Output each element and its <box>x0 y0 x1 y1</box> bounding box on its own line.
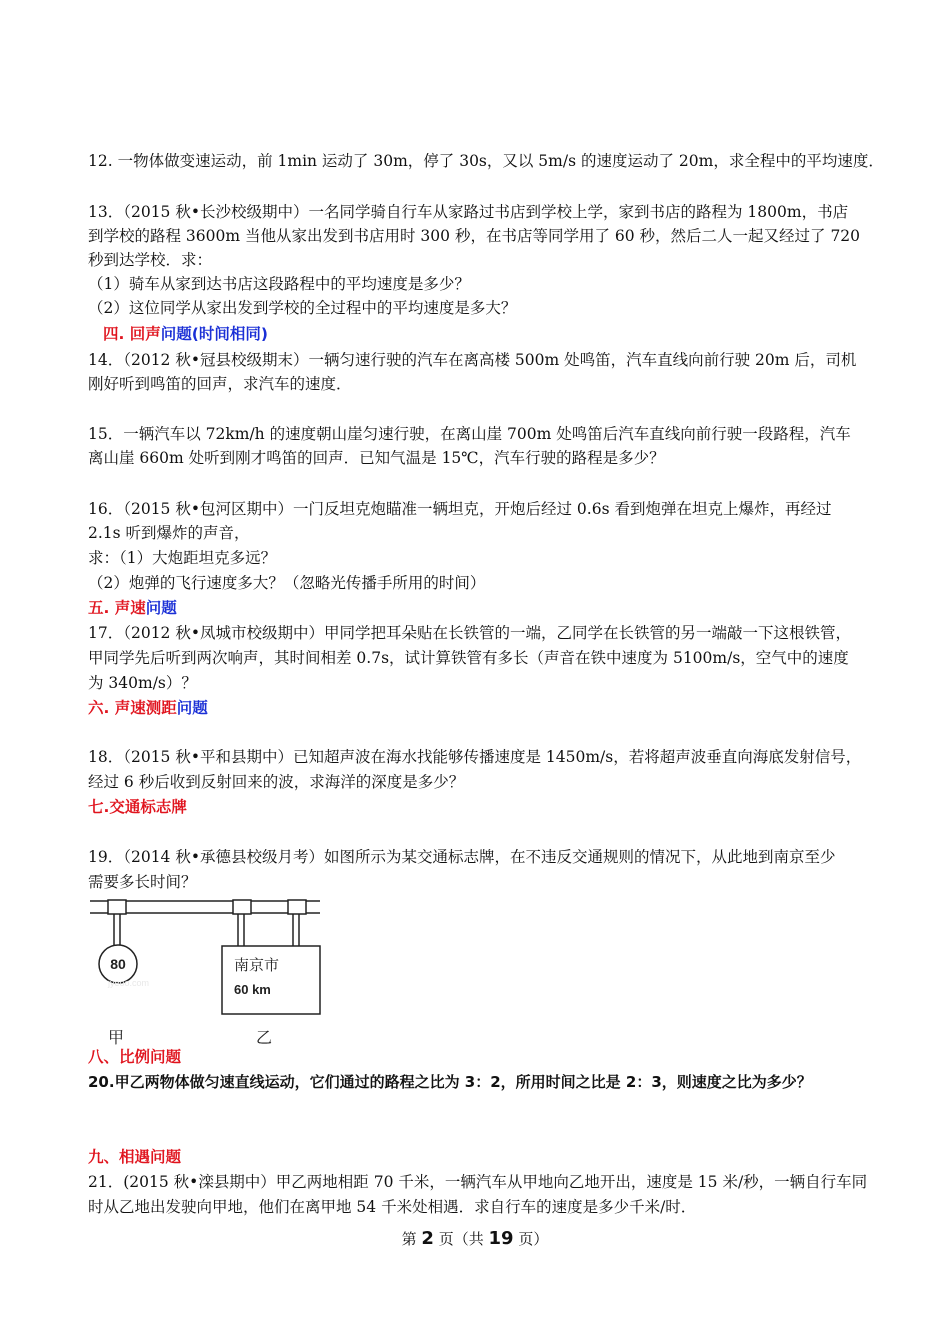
question-21-line: 21．(2015 秋•滦县期中）甲乙两地相距 70 千米，一辆汽车从甲地向乙地开出，速度是 15 米/秒，一辆自行车同 <box>88 1173 868 1191</box>
footer-pre: 第 <box>401 1230 422 1248</box>
distance-sign-city: 南京市 <box>234 956 280 974</box>
section-heading-9: 九、相遇问题 <box>88 1148 182 1166</box>
question-12: 12. 一物体做变速运动，前 1min 运动了 30m，停了 30s，又以 5m/s 的速度运动了 20m，求全程中的平均速度． <box>88 152 884 170</box>
distance-sign-km: 60 km <box>234 982 271 997</box>
question-16-line: 16．（2015 秋•包河区期中）一门反坦克炮瞄准一辆坦克，开炮后经过 0.6s 看到炮弹在坦克上爆炸，再经过 <box>88 500 832 518</box>
section-heading-6-blue: 问题 <box>176 699 208 717</box>
question-18-line: 18．（2015 秋•平和县期中）已知超声波在海水找能够传播速度是 1450m/s，若将超声波垂直向海底发射信号， <box>88 748 862 766</box>
section-heading-7: 七.交通标志牌 <box>88 798 187 816</box>
footer-total-pages: 19 <box>488 1228 514 1249</box>
question-13-line: （1）骑车从家到达书店这段路程中的平均速度是多少？ <box>88 275 470 293</box>
question-15-line: 离山崖 660m 处听到刚才鸣笛的回声．已知气温是 15℃，汽车行驶的路程是多少？ <box>88 449 665 467</box>
speed-limit-value: 80 <box>110 956 126 972</box>
section-heading-5-red: 五. 声速 <box>88 599 146 617</box>
question-20: 20.甲乙两物体做匀速直线运动，它们通过的路程之比为 3：2，所用时间之比是 2：3，则速度之比为多少？ <box>88 1073 812 1091</box>
question-13-line: 秒到达学校．求： <box>88 251 213 269</box>
label-yi: 乙 <box>256 1028 273 1047</box>
question-14-line: 刚好听到鸣笛的回声，求汽车的速度． <box>88 375 352 393</box>
question-16-line: （2）炮弹的飞行速度多大？（忽略光传播手所用的时间） <box>88 574 486 592</box>
section-heading-5 <box>88 596 177 620</box>
question-16-line: 求：（1）大炮距坦克多远？ <box>88 549 277 567</box>
section-heading-6-red: 六. 声速测距 <box>88 699 177 717</box>
section-heading-8: 八、比例问题 <box>88 1048 182 1066</box>
question-17-line: 为 340m/s）？ <box>88 674 197 692</box>
footer-page-number: 2 <box>421 1228 434 1249</box>
section-heading-4-blue: 问题(时间相同) <box>160 325 268 343</box>
question-19-line: 19．（2014 秋•承德县校级月考）如图所示为某交通标志牌，在不违反交通规则的情况下，从此地到南京至少 <box>88 848 836 866</box>
footer-post: 页） <box>513 1230 549 1248</box>
question-17-line: 17．（2012 秋•凤城市校级期中）甲同学把耳朵贴在长铁管的一端，乙同学在长铁管的另一端敲一下这根铁管， <box>88 624 851 642</box>
traffic-sign-figure <box>88 896 328 1048</box>
page-footer <box>0 1228 950 1249</box>
question-18-line: 经过 6 秒后收到反射回来的波，求海洋的深度是多少？ <box>88 773 465 791</box>
section-heading-4 <box>103 322 268 346</box>
question-17-line: 甲同学先后听到两次响声，其时间相差 0.7s，试计算铁管有多长（声音在铁中速度为 5100m/s，空气中的速度 <box>88 649 849 667</box>
question-19-line: 需要多长时间？ <box>88 873 197 891</box>
question-13-line: 13．（2015 秋•长沙校级期中）一名同学骑自行车从家路过书店到学校上学，家到书店的路程为 1800m，书店 <box>88 203 849 221</box>
question-14-line: 14．（2012 秋•冠县校级期末）一辆匀速行驶的汽车在离高楼 500m 处鸣笛，汽车直线向前行驶 20m 后，司机 <box>88 351 857 369</box>
question-13-line: （2）这位同学从家出发到学校的全过程中的平均速度是多大？ <box>88 299 517 317</box>
question-16-line: 2.1s 听到爆炸的声音， <box>88 524 250 542</box>
question-15-line: 15．一辆汽车以 72km/h 的速度朝山崖匀速行驶，在离山崖 700m 处鸣笛后汽车直线向前行驶一段路程，汽车 <box>88 425 851 443</box>
section-heading-6 <box>88 696 208 720</box>
section-heading-4-red: 四. 回声 <box>103 325 161 343</box>
watermark: jyeoo.com <box>108 978 150 988</box>
label-jia: 甲 <box>108 1028 125 1047</box>
section-heading-5-blue: 问题 <box>145 599 177 617</box>
question-21-line: 时从乙地出发驶向甲地，他们在离甲地 54 千米处相遇．求自行车的速度是多少千米/时． <box>88 1198 697 1216</box>
question-13-line: 到学校的路程 3600m 当他从家出发到书店用时 300 秒，在书店等同学用了 60 秒，然后二人一起又经过了 720 <box>88 227 861 245</box>
footer-mid: 页（共 <box>433 1230 489 1248</box>
